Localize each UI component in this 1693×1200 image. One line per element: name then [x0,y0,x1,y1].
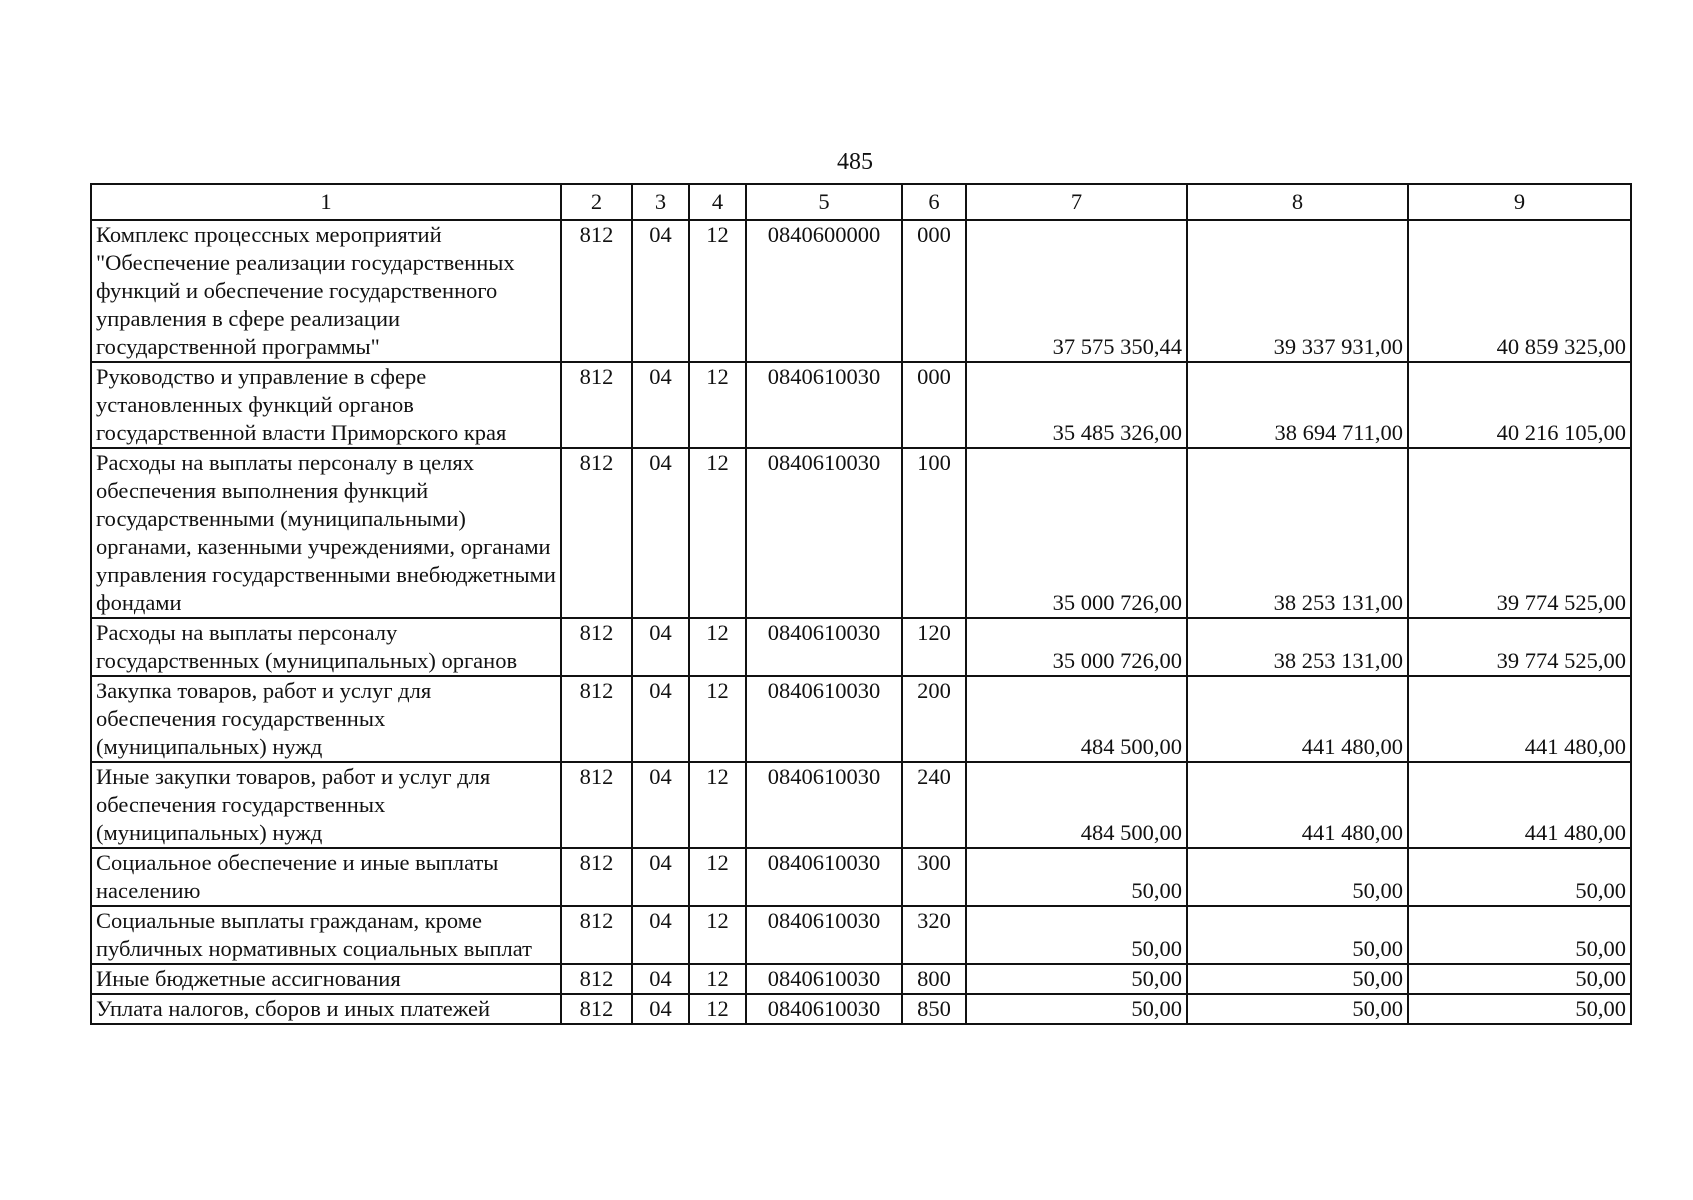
code-cell: 0840610030 [746,448,902,618]
amount-cell: 441 480,00 [1408,676,1631,762]
code-cell: 0840610030 [746,994,902,1024]
code-cell: 812 [561,618,632,676]
code-cell: 0840610030 [746,618,902,676]
table-row [91,618,1631,676]
code-cell: 0840610030 [746,906,902,964]
amount-cell: 35 000 726,00 [966,618,1187,676]
amount-cell: 441 480,00 [1187,676,1408,762]
code-cell: 12 [689,762,746,848]
row-name-cell: Социальные выплаты гражданам, кроме публичных нормативных социальных выплат [91,906,561,964]
amount-cell: 50,00 [966,906,1187,964]
row-name-cell: Иные бюджетные ассигнования [91,964,561,994]
code-cell: 0840610030 [746,762,902,848]
code-cell: 120 [902,618,966,676]
code-cell: 04 [632,448,689,618]
code-cell: 812 [561,906,632,964]
table-row [91,994,1631,1024]
table-row [91,448,1631,618]
code-cell: 000 [902,362,966,448]
code-cell: 812 [561,994,632,1024]
row-name-cell: Расходы на выплаты персоналу в целях обеспечения выполнения функций государственными (муниципальными) органами, казенными учреждениями, органами управления государственными внебюджетными фондами [91,448,561,618]
header-cell: 6 [902,184,966,220]
code-cell: 04 [632,906,689,964]
amount-cell: 38 253 131,00 [1187,618,1408,676]
code-cell: 850 [902,994,966,1024]
code-cell: 12 [689,448,746,618]
amount-cell: 50,00 [1187,994,1408,1024]
header-row [91,184,1631,220]
code-cell: 812 [561,848,632,906]
code-cell: 812 [561,448,632,618]
code-cell: 200 [902,676,966,762]
amount-cell: 50,00 [966,964,1187,994]
amount-cell: 50,00 [1187,848,1408,906]
amount-cell: 40 216 105,00 [1408,362,1631,448]
amount-cell: 50,00 [1187,906,1408,964]
code-cell: 0840610030 [746,964,902,994]
code-cell: 12 [689,676,746,762]
code-cell: 000 [902,220,966,362]
code-cell: 320 [902,906,966,964]
code-cell: 04 [632,964,689,994]
code-cell: 04 [632,220,689,362]
table-row [91,362,1631,448]
code-cell: 04 [632,762,689,848]
amount-cell: 38 253 131,00 [1187,448,1408,618]
code-cell: 04 [632,618,689,676]
code-cell: 800 [902,964,966,994]
header-cell: 5 [746,184,902,220]
code-cell: 0840610030 [746,676,902,762]
code-cell: 04 [632,994,689,1024]
code-cell: 812 [561,676,632,762]
code-cell: 812 [561,762,632,848]
header-cell: 7 [966,184,1187,220]
table-row [91,964,1631,994]
amount-cell: 50,00 [966,994,1187,1024]
header-cell: 9 [1408,184,1631,220]
amount-cell: 39 337 931,00 [1187,220,1408,362]
code-cell: 12 [689,618,746,676]
amount-cell: 50,00 [1408,906,1631,964]
code-cell: 04 [632,362,689,448]
amount-cell: 441 480,00 [1408,762,1631,848]
code-cell: 12 [689,906,746,964]
row-name-cell: Социальное обеспечение и иные выплаты населению [91,848,561,906]
code-cell: 812 [561,964,632,994]
code-cell: 12 [689,362,746,448]
table-row [91,906,1631,964]
code-cell: 0840610030 [746,362,902,448]
row-name-cell: Руководство и управление в сфере установленных функций органов государственной власти Приморского края [91,362,561,448]
amount-cell: 37 575 350,44 [966,220,1187,362]
table-row [91,676,1631,762]
code-cell: 04 [632,848,689,906]
header-cell: 3 [632,184,689,220]
amount-cell: 35 485 326,00 [966,362,1187,448]
amount-cell: 50,00 [966,848,1187,906]
budget-table [90,183,1632,1025]
amount-cell: 441 480,00 [1187,762,1408,848]
row-name-cell: Закупка товаров, работ и услуг для обеспечения государственных (муниципальных) нужд [91,676,561,762]
code-cell: 12 [689,964,746,994]
header-cell: 2 [561,184,632,220]
code-cell: 0840610030 [746,848,902,906]
amount-cell: 40 859 325,00 [1408,220,1631,362]
amount-cell: 484 500,00 [966,676,1187,762]
table-row [91,220,1631,362]
code-cell: 812 [561,362,632,448]
page-number: 485 [837,149,873,175]
row-name-cell: Уплата налогов, сборов и иных платежей [91,994,561,1024]
header-cell: 8 [1187,184,1408,220]
amount-cell: 50,00 [1408,994,1631,1024]
amount-cell: 39 774 525,00 [1408,448,1631,618]
code-cell: 240 [902,762,966,848]
code-cell: 12 [689,848,746,906]
amount-cell: 484 500,00 [966,762,1187,848]
amount-cell: 50,00 [1408,848,1631,906]
row-name-cell: Иные закупки товаров, работ и услуг для обеспечения государственных (муниципальных) нужд [91,762,561,848]
header-cell: 4 [689,184,746,220]
code-cell: 812 [561,220,632,362]
row-name-cell: Комплекс процессных мероприятий "Обеспечение реализации государственных функций и обеспечение государственного управления в сфере реализации государственной программы" [91,220,561,362]
amount-cell: 50,00 [1187,964,1408,994]
table-row [91,762,1631,848]
row-name-cell: Расходы на выплаты персоналу государственных (муниципальных) органов [91,618,561,676]
amount-cell: 50,00 [1408,964,1631,994]
code-cell: 12 [689,994,746,1024]
code-cell: 0840600000 [746,220,902,362]
table-row [91,848,1631,906]
amount-cell: 35 000 726,00 [966,448,1187,618]
header-cell: 1 [91,184,561,220]
code-cell: 100 [902,448,966,618]
code-cell: 12 [689,220,746,362]
code-cell: 300 [902,848,966,906]
amount-cell: 39 774 525,00 [1408,618,1631,676]
amount-cell: 38 694 711,00 [1187,362,1408,448]
code-cell: 04 [632,676,689,762]
